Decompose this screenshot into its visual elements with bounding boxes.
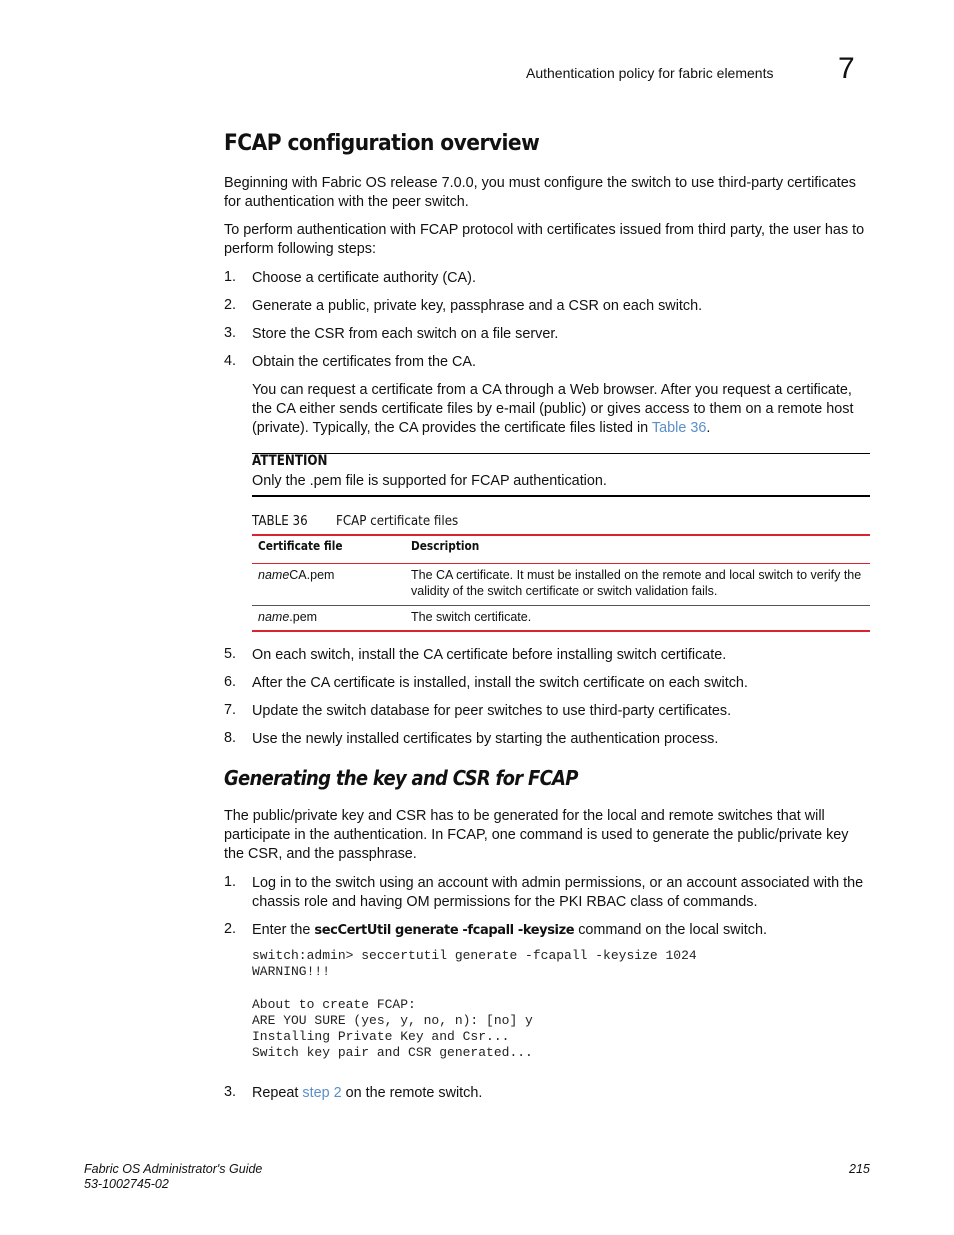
step-text: Repeat step 2 on the remote switch. <box>252 1085 483 1101</box>
step-text: Generate a public, private key, passphrase and a CSR on each switch. <box>252 298 703 314</box>
subsection-heading: Generating the key and CSR for FCAP <box>224 766 578 790</box>
table-header-file: Certificate file <box>258 539 343 553</box>
table-cell-description: The switch certificate. <box>411 610 532 624</box>
subsection-intro: The public/private key and CSR has to be generated for the local and remote switches that will participate in the authentication. In FCAP, one command is used to generate the public/private key the CSR, and the passphrase. <box>224 808 849 862</box>
intro-paragraph-2: To perform authentication with FCAP protocol with certificates issued from third party, the user has to perform following steps: <box>224 222 865 257</box>
step-2-link[interactable]: step 2 <box>302 1085 342 1101</box>
step-text: Choose a certificate authority (CA). <box>252 270 476 286</box>
step-text: Enter the secCertUtil generate -fcapall -keysize command on the local switch. <box>252 922 767 938</box>
table-header-description: Description <box>411 539 480 553</box>
table-bottom-rule <box>252 630 870 632</box>
attention-label: ATTENTION <box>252 453 328 469</box>
step-number: 7. <box>224 702 237 718</box>
table-cell-file: name.pem <box>258 610 318 624</box>
step-4-note: You can request a certificate from a CA through a Web browser. After you request a certificate, the CA either sends certificate files by e-mail (public) or gives access to them on a remote host (private). Typically, the CA provides the certificate files listed in Table 36. <box>252 382 854 436</box>
attention-text: Only the .pem file is supported for FCAP authentication. <box>252 473 607 489</box>
step-text: Update the switch database for peer switches to use third-party certificates. <box>252 703 732 719</box>
step-number: 1. <box>224 874 237 890</box>
page-number: 215 <box>849 1162 870 1176</box>
table-36-link[interactable]: Table 36 <box>651 420 707 436</box>
step-number: 1. <box>224 269 237 285</box>
command-name: secCertUtil generate -fcapall -keysize <box>314 923 575 938</box>
step-text: Use the newly installed certificates by starting the authentication process. <box>252 731 719 747</box>
step-text: Obtain the certificates from the CA. <box>252 354 476 370</box>
table-top-rule <box>252 534 870 536</box>
table-number: TABLE 36 <box>252 513 308 529</box>
attention-bottom-rule <box>252 495 870 497</box>
table-cell-description: The CA certificate. It must be installed on the remote and local switch to verify the validity of the switch certificate or switch validation fails. <box>411 568 862 598</box>
step-number: 3. <box>224 1084 237 1100</box>
step-text: Store the CSR from each switch on a file server. <box>252 326 559 342</box>
step-text: Log in to the switch using an account with admin permissions, or an account associated with the chassis role and having OM permissions for the PKI RBAC class of commands. <box>252 875 864 910</box>
section-heading: FCAP configuration overview <box>224 131 540 156</box>
step-number: 6. <box>224 674 237 690</box>
step-number: 2. <box>224 921 237 937</box>
intro-paragraph-1: Beginning with Fabric OS release 7.0.0, you must configure the switch to use third-party certificates for authentication with the peer switch. <box>224 175 856 210</box>
step-number: 3. <box>224 325 237 341</box>
table-row-divider <box>252 605 870 606</box>
step-text: On each switch, install the CA certificate before installing switch certificate. <box>252 647 727 663</box>
table-title: FCAP certificate files <box>336 513 459 529</box>
footer-doc-number: 53-1002745-02 <box>84 1177 169 1191</box>
step-number: 2. <box>224 297 237 313</box>
table-cell-file: nameCA.pem <box>258 568 335 582</box>
attention-top-rule <box>252 453 870 454</box>
step-text: After the CA certificate is installed, install the switch certificate on each switch. <box>252 675 748 691</box>
code-example: switch:admin> seccertutil generate -fcapall -keysize 1024 WARNING!!! About to create FCAP: ARE YOU SURE (yes, y, no, n): [no] y Installing Private Key and Csr... Switch key pair and CSR generated... <box>252 948 697 1061</box>
step-number: 8. <box>224 730 237 746</box>
chapter-number: 7 <box>838 52 855 85</box>
step-number: 5. <box>224 646 237 662</box>
running-header: Authentication policy for fabric elements <box>526 65 774 81</box>
step-number: 4. <box>224 353 237 369</box>
footer-guide-title: Fabric OS Administrator's Guide <box>84 1162 263 1176</box>
table-header-rule <box>252 563 870 564</box>
